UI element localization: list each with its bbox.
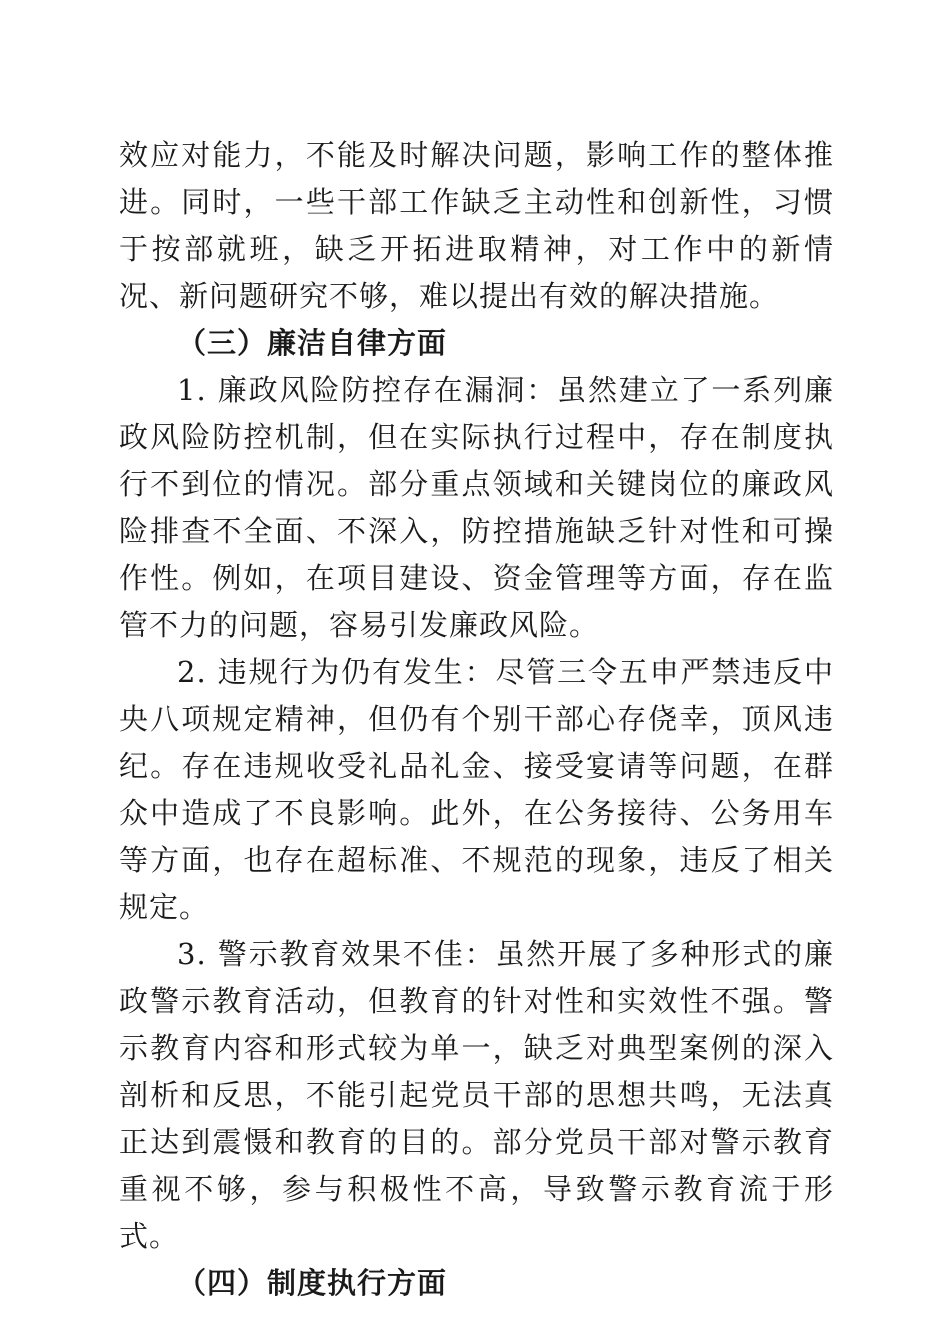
section-heading-system-implementation: （四）制度执行方面 (177, 1266, 448, 1300)
paragraph-item-3-warning-education: 3. 警示教育效果不佳：虽然开展了多种形式的廉政警示教育活动，但教育的针对性和实效性不强。警示教育内容和形式较为单一，缺乏对典型案例的深入剖析和反思，不能引起党员干部的思想共鸣，无法真正达到震慑和教育的目的。部分党员干部对警示教育重视不够，参与积极性不高，导致警示教育流于形式。 (119, 937, 834, 1253)
paragraph-item-1-risk-control: 1. 廉政风险防控存在漏洞：虽然建立了一系列廉政风险防控机制，但在实际执行过程中，存在制度执行不到位的情况。部分重点领域和关键岗位的廉政风险排查不全面、不深入，防控措施缺乏针对性和可操作性。例如，在项目建设、资金管理等方面，存在监管不力的问题，容易引发廉政风险。 (119, 373, 834, 642)
paragraph-continuation: 效应对能力，不能及时解决问题，影响工作的整体推进。同时，一些干部工作缺乏主动性和创新性，习惯于按部就班，缺乏开拓进取精神，对工作中的新情况、新问题研究不够，难以提出有效的解决措施。 (119, 138, 834, 313)
paragraph-item-2-violations: 2. 违规行为仍有发生：尽管三令五申严禁违反中央八项规定精神，但仍有个别干部心存侥幸，顶风违纪。存在违规收受礼品礼金、接受宴请等问题，在群众中造成了不良影响。此外，在公务接待、公务用车等方面，也存在超标准、不规范的现象，违反了相关规定。 (119, 655, 834, 924)
section-heading-integrity-self-discipline: （三）廉洁自律方面 (177, 326, 448, 360)
